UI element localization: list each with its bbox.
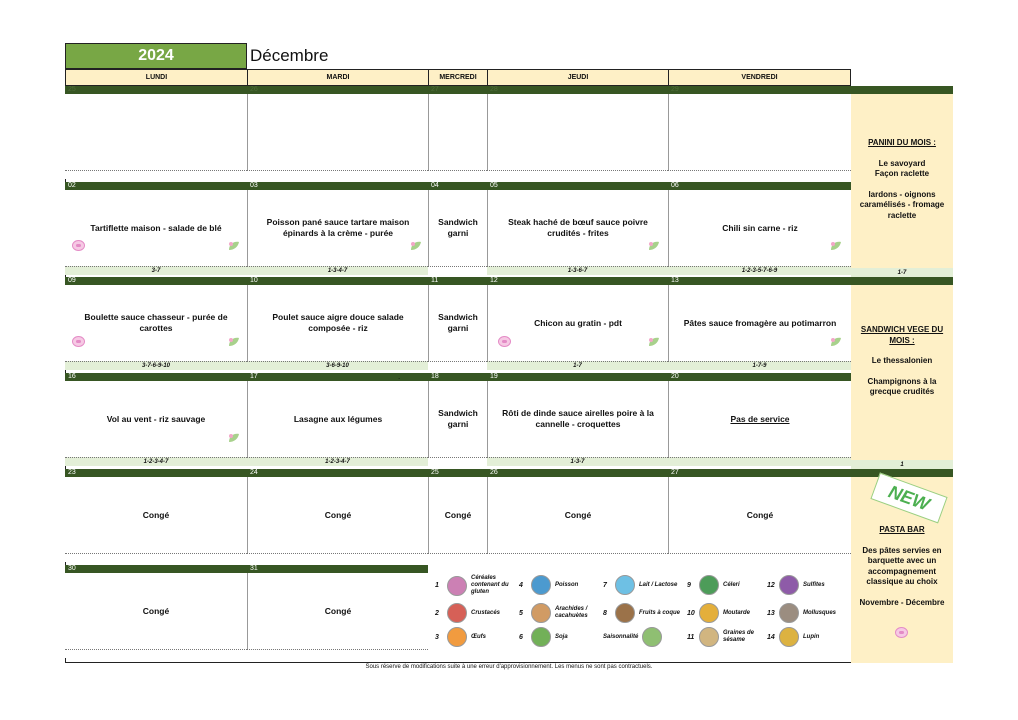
allergen-codes: 1-2-3-5-7-6-9 — [668, 266, 851, 275]
date-bar: 18 — [428, 373, 487, 381]
allergen-codes — [487, 553, 668, 562]
legend-number: 7 — [603, 581, 607, 589]
seasonal-leaf-icon — [227, 240, 241, 252]
legend-number: 12 — [767, 581, 775, 589]
legend-number: 4 — [519, 581, 523, 589]
egg-icon — [447, 627, 467, 647]
nut-icon — [615, 603, 635, 623]
menu-cell — [65, 573, 247, 649]
menu-cell — [487, 381, 668, 457]
allergen-codes: 1-2-3-4-7 — [247, 457, 428, 466]
allergen-codes — [247, 649, 428, 658]
date-bar: 25 — [65, 86, 247, 94]
legend-item — [687, 575, 740, 595]
wheat-icon — [447, 576, 467, 596]
legend-number: 8 — [603, 609, 607, 617]
legend-label: Moutarde — [723, 609, 750, 616]
date-bar: 02 — [65, 182, 247, 190]
menu-cell — [668, 381, 851, 457]
seasonal-leaf-icon — [647, 336, 661, 348]
allergen-codes — [65, 553, 247, 562]
seasonal-leaf-icon — [227, 336, 241, 348]
legend-item — [435, 603, 500, 623]
pasta-heading: PASTA BAR — [879, 525, 925, 534]
date-bar: 05 — [487, 182, 668, 190]
legend-item — [519, 627, 568, 647]
menu-cell — [428, 190, 487, 266]
menu-text: Sandwich garni — [438, 408, 478, 429]
date-bar: 27 — [668, 469, 851, 477]
sandwich-name: Le thessalonien — [871, 356, 933, 365]
date-bar: 24 — [247, 469, 428, 477]
snail-icon — [779, 603, 799, 623]
seasonal-leaf-icon — [647, 240, 661, 252]
legend-label: Lupin — [803, 633, 820, 640]
sidebar-date-bar — [851, 86, 953, 94]
legend-item — [603, 575, 677, 595]
celery-icon — [699, 575, 719, 595]
legend-label: Lait / Lactose — [639, 581, 678, 588]
menu-text: Pas de service — [730, 413, 790, 424]
date-bar: 10 — [247, 277, 428, 285]
allergen-codes: 1-3-4-7 — [247, 266, 428, 275]
legend-label: Fruits à coque — [639, 609, 681, 616]
allergen-codes — [428, 266, 487, 275]
date-bar: 28 — [487, 86, 668, 94]
disclaimer: Sous réserve de modifications suite à une erreur d'approvisionnement. Les menus ne sont pas contractuels. — [365, 664, 653, 670]
allergen-codes — [428, 457, 487, 466]
legend-item — [687, 603, 750, 623]
sandwich-heading: SANDWICH VEGE DU MOIS : — [860, 325, 944, 345]
menu-text: Congé — [142, 605, 170, 616]
day-header-tuesday: MARDI — [247, 69, 429, 86]
calendar-year: 2024 — [65, 43, 247, 69]
day-header-monday: LUNDI — [65, 69, 248, 86]
menu-cell — [487, 285, 668, 361]
legend-item — [435, 575, 519, 596]
menu-cell — [65, 477, 247, 553]
menu-cell — [428, 94, 487, 170]
legend-number: 1 — [435, 582, 439, 589]
date-bar: 06 — [668, 182, 851, 190]
sidebar-date-bar — [851, 277, 953, 285]
date-bar: 16 — [65, 373, 247, 381]
season-icon — [642, 627, 662, 647]
legend-item — [603, 603, 680, 623]
legend-number: 10 — [687, 609, 695, 617]
legend-number: 6 — [519, 633, 523, 641]
menu-cell — [428, 477, 487, 553]
seasonal-leaf-icon — [829, 240, 843, 252]
menu-cell — [247, 573, 428, 649]
allergen-codes: 1-7-9 — [668, 361, 851, 370]
menu-text: Chicon au gratin - pdt — [534, 317, 622, 328]
day-header-wednesday: MERCREDI — [428, 69, 488, 86]
menu-text: Boulette sauce chasseur - purée de carottes — [84, 312, 228, 333]
allergen-codes: 1-2-3-4-7 — [65, 457, 247, 466]
legend-label: Graines de sésame — [723, 630, 755, 643]
fish-icon — [531, 575, 551, 595]
menu-cell — [668, 190, 851, 266]
menu-cell — [668, 477, 851, 553]
allergen-codes: 1-3-7 — [487, 457, 668, 466]
date-bar: 31 — [247, 565, 428, 573]
peanut-icon — [531, 603, 551, 623]
date-bar: 12 — [487, 277, 668, 285]
date-bar: 11 — [428, 277, 487, 285]
menu-text: Congé — [746, 509, 774, 520]
menu-cell — [487, 477, 668, 553]
crab-icon — [447, 603, 467, 623]
date-bar: 30 — [65, 565, 247, 573]
panini-heading: PANINI DU MOIS : — [868, 138, 936, 147]
date-bar: 04 — [428, 182, 487, 190]
soy-icon — [531, 627, 551, 647]
menu-text: Pâtes sauce fromagère au potimarron — [683, 317, 837, 328]
menu-text: Tartiflette maison - salade de blé — [90, 222, 222, 233]
sandwich-description: Champignons à la grecque crudités — [867, 376, 937, 396]
legend-number: 11 — [687, 633, 695, 641]
allergen-codes — [487, 170, 668, 179]
legend-item — [687, 627, 771, 647]
date-bar: 26 — [247, 86, 428, 94]
sandwich-panel — [851, 285, 953, 460]
legend-item — [519, 575, 578, 595]
allergen-codes — [428, 553, 487, 562]
menu-cell — [668, 285, 851, 361]
date-bar: 09 — [65, 277, 247, 285]
date-bar: 13 — [668, 277, 851, 285]
pasta-period: Novembre - Décembre — [859, 597, 945, 607]
date-bar: 23 — [65, 469, 247, 477]
milk-icon — [615, 575, 635, 595]
date-bar: 26 — [487, 469, 668, 477]
legend-item — [519, 603, 603, 623]
date-bar: 03 — [247, 182, 428, 190]
legend-number: 9 — [687, 581, 691, 589]
menu-cell — [487, 94, 668, 170]
legend-number: 14 — [767, 633, 775, 641]
legend-label: Mollusques — [803, 609, 837, 616]
legend-label: Crustacés — [471, 609, 501, 616]
menu-cell — [668, 94, 851, 170]
allergen-codes: 1-7 — [487, 361, 668, 370]
day-header-friday: VENDREDI — [668, 69, 851, 86]
menu-text: Lasagne aux légumes — [293, 413, 383, 424]
menu-text: Congé — [444, 509, 472, 520]
allergen-codes — [247, 553, 428, 562]
menu-text: Poulet sauce aigre douce salade composée - riz — [272, 312, 404, 333]
legend-label: Arachides / cacahuètes — [555, 606, 588, 619]
legend-item — [603, 627, 666, 647]
legend-item — [435, 627, 486, 647]
menu-cell — [487, 190, 668, 266]
pig-icon — [498, 336, 511, 347]
mustard-icon — [699, 603, 719, 623]
menu-cell — [428, 381, 487, 457]
grape-icon — [779, 575, 799, 595]
allergen-legend — [429, 565, 850, 657]
pasta-description: Des pâtes servies en barquette avec un accompagnement classique au choix — [862, 545, 942, 586]
panini-name-line2: Façon raclette — [874, 169, 930, 178]
menu-cell — [65, 190, 247, 266]
menu-cell — [247, 477, 428, 553]
legend-label: Œufs — [471, 633, 486, 640]
sidebar-date-bar — [851, 469, 953, 477]
seasonal-leaf-icon — [409, 240, 423, 252]
legend-number: 3 — [435, 633, 439, 641]
allergen-codes: 3-7-6-9-10 — [65, 361, 247, 370]
allergen-codes — [428, 361, 487, 370]
pig-icon — [895, 627, 908, 638]
panini-panel — [851, 94, 953, 268]
menu-text: Vol au vent - riz sauvage — [106, 413, 206, 424]
pig-icon — [72, 336, 85, 347]
legend-number: 13 — [767, 609, 775, 617]
menu-cell — [65, 94, 247, 170]
allergen-codes: 3-6-9-10 — [247, 361, 428, 370]
legend-label: Céleri — [723, 581, 740, 588]
legend-label: Sulfites — [803, 581, 825, 588]
date-bar: 17 — [247, 373, 428, 381]
menu-text: Congé — [142, 509, 170, 520]
date-bar: 19 — [487, 373, 668, 381]
allergen-codes: 3-7 — [65, 266, 247, 275]
legend-label: Poisson — [555, 581, 579, 588]
allergen-codes — [668, 170, 851, 179]
menu-text: Rôti de dinde sauce airelles poire à la cannelle - croquettes — [502, 408, 654, 429]
day-header-thursday: JEUDI — [487, 69, 669, 86]
menu-text: Sandwich garni — [438, 312, 478, 333]
legend-label: Soja — [555, 633, 568, 640]
allergen-codes — [247, 170, 428, 179]
legend-item — [767, 627, 819, 647]
panini-allergens: 1-7 — [851, 268, 953, 277]
menu-text: Chili sin carne - riz — [722, 222, 798, 233]
lupin-icon — [779, 627, 799, 647]
calendar-month: Décembre — [250, 46, 329, 65]
legend-number: 5 — [519, 609, 523, 617]
mark: . — [398, 372, 401, 381]
pig-icon — [72, 240, 85, 251]
menu-cell — [247, 190, 428, 266]
sandwich-allergens: 1 — [851, 460, 953, 469]
legend-item — [767, 575, 825, 595]
legend-number: 2 — [435, 609, 439, 617]
menu-cell — [65, 285, 247, 361]
menu-text: Congé — [324, 605, 352, 616]
menu-text: Poisson pané sauce tartare maison épinards à la crème - purée — [266, 217, 410, 238]
menu-cell — [247, 285, 428, 361]
date-bar: 27 — [428, 86, 487, 94]
allergen-codes — [428, 170, 487, 179]
date-bar: 20 — [668, 373, 851, 381]
seasonal-leaf-icon — [227, 432, 241, 444]
sesame-icon — [699, 627, 719, 647]
seasonal-leaf-icon — [829, 336, 843, 348]
menu-cell — [247, 381, 428, 457]
legend-label: Céréales contenant du gluten — [471, 575, 509, 595]
menu-text: Steak haché de bœuf sauce poivre crudités - frites — [508, 217, 648, 238]
allergen-codes: 1-3-6-7 — [487, 266, 668, 275]
menu-text: Sandwich garni — [438, 217, 478, 238]
menu-text: Congé — [324, 509, 352, 520]
panini-description: lardons - oignons caramélisés - fromage raclette — [859, 189, 945, 220]
menu-cell — [428, 285, 487, 361]
legend-item — [767, 603, 836, 623]
menu-cell — [65, 381, 247, 457]
allergen-codes — [65, 170, 247, 179]
allergen-codes — [65, 649, 247, 658]
allergen-codes — [668, 457, 851, 466]
date-bar: 29 — [668, 86, 851, 94]
new-badge: NEW — [870, 473, 947, 524]
menu-text: Congé — [564, 509, 592, 520]
date-bar: 25 — [428, 469, 487, 477]
menu-cell — [247, 94, 428, 170]
legend-label: Saisonnalité — [603, 633, 639, 640]
panini-name-line1: Le savoyard — [878, 158, 926, 168]
allergen-codes — [668, 553, 851, 562]
